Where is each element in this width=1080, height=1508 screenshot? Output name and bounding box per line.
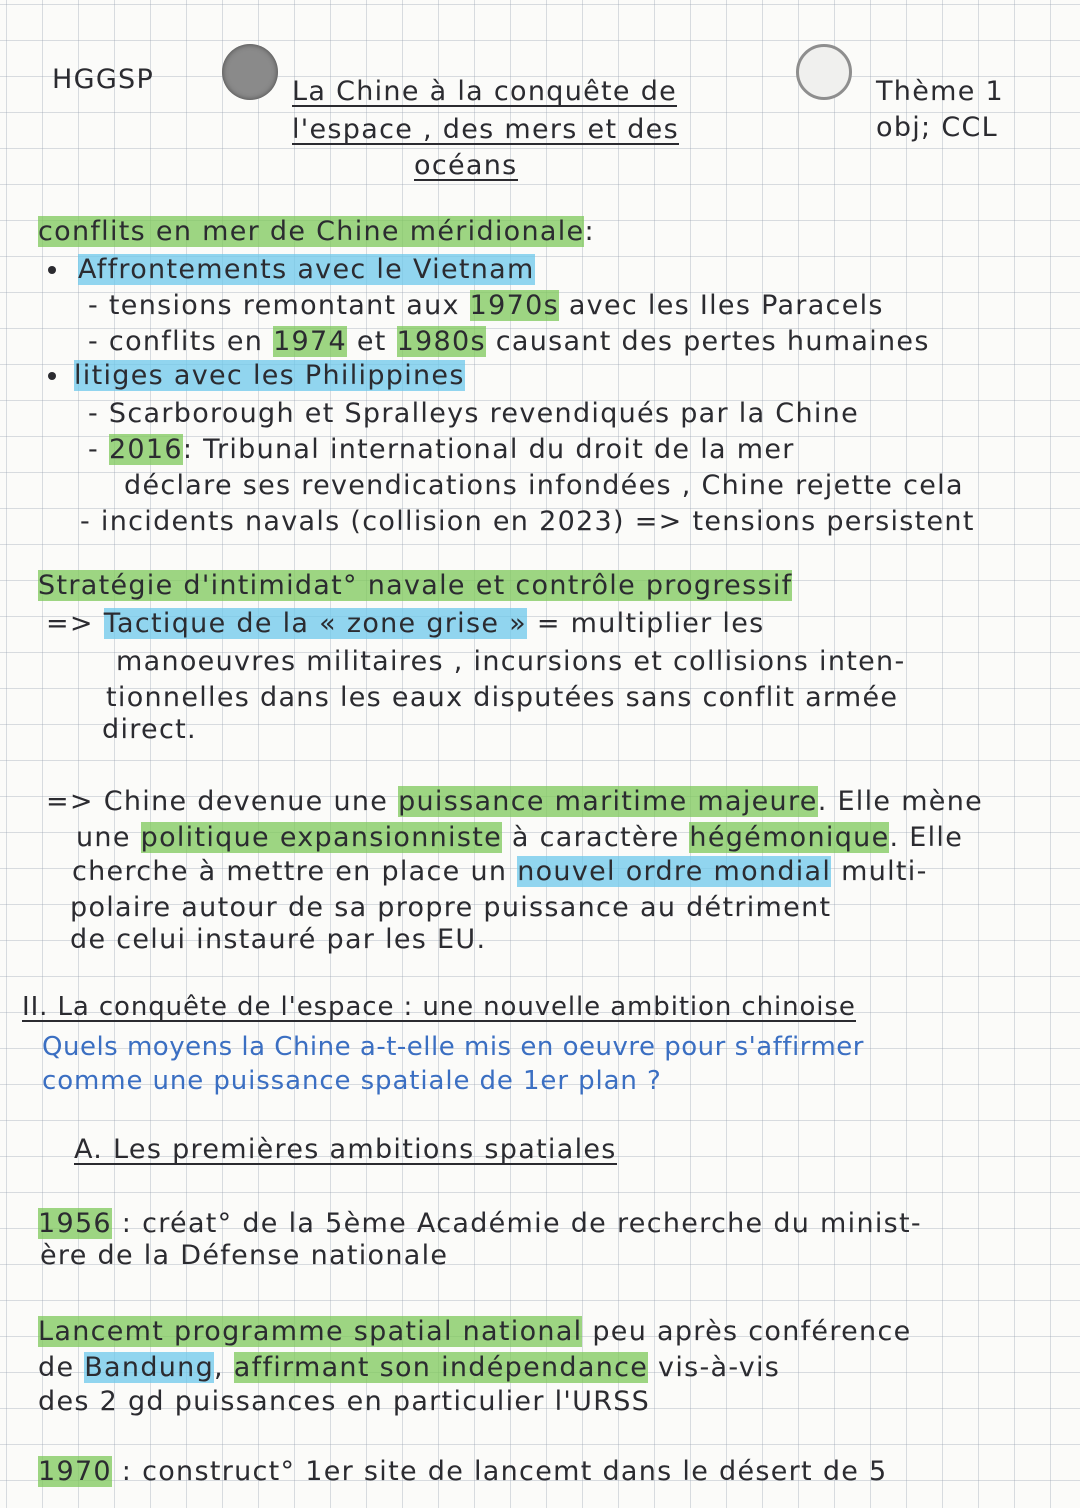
bullet-philippines-text: litiges avec les Philippines: [74, 360, 465, 391]
conclusion-line-2-b: à caractère: [502, 822, 690, 853]
bullet-philippines: [74, 362, 465, 389]
p3-line-1: [38, 1458, 888, 1485]
vietnam-line-1-b: avec les Iles Paracels: [558, 290, 884, 321]
affirming-independence: affirmant son indépendance: [233, 1352, 649, 1383]
p2-line-2-a: de: [38, 1352, 85, 1383]
vietnam-line-2-a: - conflits en: [88, 326, 274, 357]
strategy-line-4: direct.: [102, 714, 197, 745]
vietnam-line-1: [88, 292, 884, 319]
vietnam-line-2-b: et: [346, 326, 397, 357]
philippines-line-4: - incidents navals (collision en 2023) => tensions persistent: [80, 506, 975, 537]
part2-question-line-2: comme une puissance spatiale de 1er plan ?: [42, 1066, 662, 1096]
p2-line-1-b: peu après conférence: [582, 1316, 912, 1347]
conclusion-line-3-b: multi-: [831, 856, 928, 887]
title-line-2: l'espace , des mers et des: [292, 114, 679, 145]
philippines-line-1: - Scarborough et Spralleys revendiqués par la Chine: [88, 398, 859, 429]
strategy-line-2: manoeuvres militaires , incursions et collisions inten-: [116, 646, 906, 677]
bullet-dot: [48, 372, 56, 380]
vietnam-year-1970s: 1970s: [469, 290, 559, 321]
philippines-line-3: déclare ses revendications infondées , Chine rejette cela: [124, 470, 964, 501]
bullet-vietnam: [78, 256, 535, 283]
year-1956: 1956: [38, 1208, 112, 1239]
vietnam-line-2: [88, 328, 930, 355]
strategy-line-1: [46, 610, 764, 637]
binder-hole-left: [222, 44, 278, 100]
grey-zone-tactic: Tactique de la « zone grise »: [103, 608, 527, 639]
strategy-arrow: =>: [46, 608, 104, 639]
expansionist-policy: politique expansionniste: [140, 822, 503, 853]
conclusion-line-2: [76, 824, 963, 851]
year-1970: 1970: [38, 1456, 112, 1487]
p2-line-1: [38, 1318, 912, 1345]
section1-heading-text: conflits en mer de Chine méridionale: [38, 216, 585, 247]
strategy-line-1-b: = multiplier les: [526, 608, 765, 639]
section1-heading: [38, 218, 595, 245]
section2-heading-text: Stratégie d'intimidat° navale et contrôle progressif: [38, 570, 793, 601]
conclusion-line-2-a: une: [76, 822, 141, 853]
conclusion-line-3: [72, 858, 928, 885]
bullet-vietnam-text: Affrontements avec le Vietnam: [78, 254, 535, 285]
part2-heading: II. La conquête de l'espace : une nouvelle ambition chinoise: [22, 992, 856, 1022]
bandung: Bandung: [84, 1352, 215, 1383]
p2-line-3: des 2 gd puissances en particulier l'URSS: [38, 1386, 651, 1417]
title-line-3: océans: [414, 150, 518, 181]
philippines-line-2: - 2016: Tribunal international du droit de la mer: [88, 434, 795, 465]
bullet-dot: [48, 266, 56, 274]
theme-label: Thème 1: [876, 76, 1004, 107]
conclusion-line-2-c: . Elle: [889, 822, 964, 853]
p3-line-1-text: : construct° 1er site de lancemt dans le désert de 5: [111, 1456, 888, 1487]
p2-line-2-b: ,: [214, 1352, 234, 1383]
major-maritime-power: puissance maritime majeure: [398, 786, 818, 817]
section1-heading-colon: :: [584, 216, 595, 247]
p2-line-2: [38, 1354, 780, 1381]
conclusion-line-4: polaire autour de sa propre puissance au détriment: [70, 892, 832, 923]
strategy-line-3: tionnelles dans les eaux disputées sans conflit armée: [106, 682, 899, 713]
vietnam-year-1980s: 1980s: [396, 326, 486, 357]
subsection-a-heading: A. Les premières ambitions spatiales: [74, 1134, 617, 1165]
conclusion-line-5: de celui instauré par les EU.: [70, 924, 487, 955]
subject-label: HGGSP: [52, 64, 155, 95]
p1-line-2: ère de la Défense nationale: [40, 1240, 449, 1271]
conclusion-line-1: [46, 788, 983, 815]
p1-line-1-text: : créat° de la 5ème Académie de recherche du minist-: [111, 1208, 922, 1239]
philippines-year-2016: 2016: [108, 434, 183, 465]
new-world-order: nouvel ordre mondial: [517, 856, 832, 887]
binder-hole-right: [796, 44, 852, 100]
part2-question-line-1: Quels moyens la Chine a-t-elle mis en oeuvre pour s'affirmer: [42, 1032, 864, 1062]
p2-line-2-c: vis-à-vis: [648, 1352, 781, 1383]
conclusion-line-1-b: . Elle mène: [817, 786, 984, 817]
hegemonic: hégémonique: [689, 822, 890, 853]
philippines-line-2-text: : Tribunal international du droit de la mer: [182, 434, 795, 465]
vietnam-line-2-c: causant des pertes humaines: [485, 326, 930, 357]
objective-label: obj; CCL: [876, 112, 998, 143]
conclusion-line-3-a: cherche à mettre en place un: [72, 856, 518, 887]
section2-heading: [38, 572, 792, 599]
title-line-1: La Chine à la conquête de: [292, 76, 678, 107]
national-space-program: Lancemt programme spatial national: [38, 1316, 583, 1347]
vietnam-year-1974: 1974: [273, 326, 347, 357]
vietnam-line-1-a: - tensions remontant aux: [88, 290, 470, 321]
conclusion-line-1-a: => Chine devenue une: [46, 786, 399, 817]
p1-line-1: [38, 1210, 922, 1237]
